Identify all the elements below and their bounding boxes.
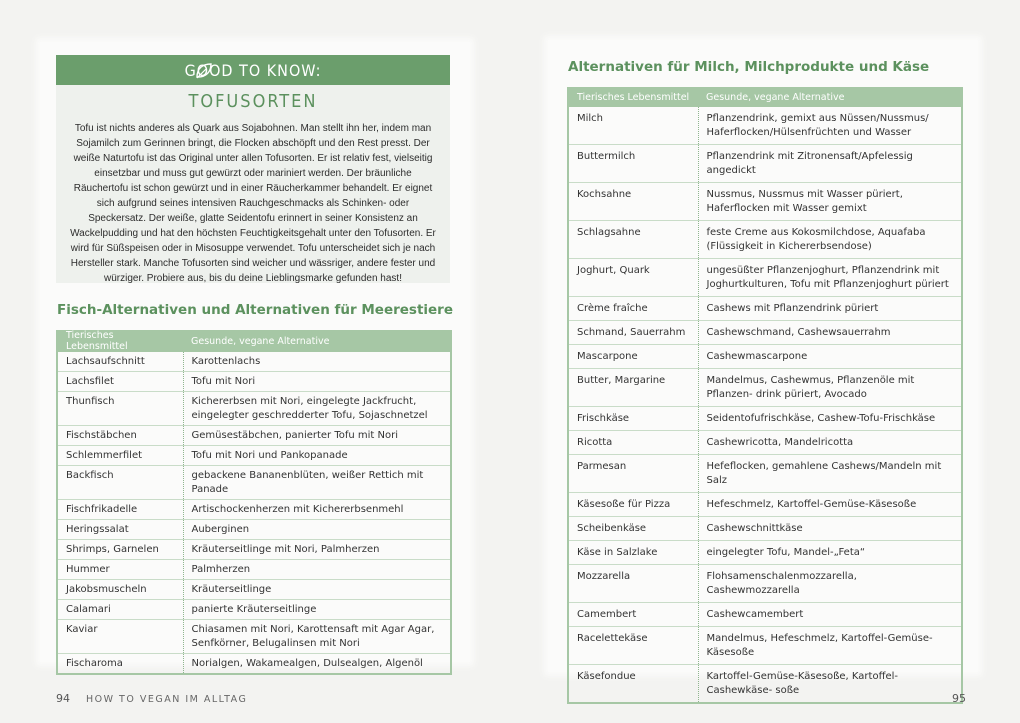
vegan-alternative-cell: Cashewschnittkäse bbox=[698, 517, 962, 541]
animal-product-cell: Shrimps, Garnelen bbox=[57, 540, 183, 560]
animal-product-cell: Scheibenkäse bbox=[568, 517, 698, 541]
vegan-alternative-cell: Hefeflocken, gemahlene Cashews/Mandeln mit Salz bbox=[698, 455, 962, 493]
table-header-row bbox=[57, 330, 451, 352]
animal-product-cell: Racelettekäse bbox=[568, 627, 698, 665]
vegan-alternative-cell: Cashewmascarpone bbox=[698, 345, 962, 369]
vegan-alternative-cell: Flohsamenschalenmozzarella, Cashewmozzarella bbox=[698, 565, 962, 603]
animal-product-cell: Lachsfilet bbox=[57, 372, 183, 392]
animal-product-cell: Parmesan bbox=[568, 455, 698, 493]
vegan-alternative-cell: Kartoffel-Gemüse-Käsesoße, Kartoffel-Cashewkäse- soße bbox=[698, 665, 962, 704]
table-row bbox=[57, 372, 451, 392]
vegan-alternative-cell: Mandelmus, Hefeschmelz, Kartoffel-Gemüse- Käsesoße bbox=[698, 627, 962, 665]
table-row bbox=[57, 466, 451, 500]
table-row bbox=[568, 259, 962, 297]
table-row bbox=[57, 520, 451, 540]
dairy-alternatives-table bbox=[567, 87, 963, 704]
vegan-alternative-cell: Mandelmus, Cashewmus, Pflanzenöle mit Pflanzen- drink püriert, Avocado bbox=[698, 369, 962, 407]
vegan-alternative-cell: Cashewricotta, Mandelricotta bbox=[698, 431, 962, 455]
column-header: Gesunde, vegane Alternative bbox=[698, 87, 962, 107]
table-row bbox=[568, 221, 962, 259]
table-row bbox=[568, 407, 962, 431]
vegan-alternative-cell: Hefeschmelz, Kartoffel-Gemüse-Käsesoße bbox=[698, 493, 962, 517]
good-to-know-box bbox=[56, 55, 450, 283]
info-box-text: Tofu ist nichts anderes als Quark aus Sojabohnen. Man stellt ihn her, indem man Sojamilch zum Gerinnen bringt, die Flocken abschöpft und den Rest presst. Der weiße Naturtofu ist das Original unter allen Tofusorten. Er ist relativ fest, vielseitig einsetzbar und muss gut gewürzt oder mariniert werden. Der bräunliche Räuchertofu ist schon gewürzt und in einer Räucherkammer behandelt. Er eignet sich aufgrund seines intensiven Rauchgeschmacks als Schinken- oder Speckersatz. Der weiße, glatte Seidentofu erinnert in seiner Konsistenz an Wackelpudding und hat den höchsten Feuchtigkeitsgehalt unter den Tofusorten. Er wird für Süßspeisen oder in Misosuppe verwendet. Tofu unterscheidet sich je nach Hersteller stark. Manche Tofusorten sind weicher und wässriger, andere fester und würziger. Probiere aus, bis du deine Lieblingsmarke gefunden hast! bbox=[70, 123, 436, 284]
table-row bbox=[57, 446, 451, 466]
vegan-alternative-cell: Gemüsestäbchen, panierter Tofu mit Nori bbox=[183, 426, 451, 446]
vegan-alternative-cell: Auberginen bbox=[183, 520, 451, 540]
vegan-alternative-cell: Tofu mit Nori und Pankopanade bbox=[183, 446, 451, 466]
table-row bbox=[568, 431, 962, 455]
animal-product-cell: Schlemmerfilet bbox=[57, 446, 183, 466]
fish-section-title: Fisch-Alternativen und Alternativen für Meerestiere bbox=[57, 302, 453, 318]
table-row bbox=[57, 540, 451, 560]
table-row bbox=[57, 500, 451, 520]
animal-product-cell: Jakobsmuscheln bbox=[57, 580, 183, 600]
vegan-alternative-cell: Kichererbsen mit Nori, eingelegte Jackfrucht, eingelegter geschredderter Tofu, Sojaschnetzel bbox=[183, 392, 451, 426]
vegan-alternative-cell: Artischockenherzen mit Kichererbsenmehl bbox=[183, 500, 451, 520]
animal-product-cell: Schmand, Sauerrahm bbox=[568, 321, 698, 345]
table-row bbox=[568, 145, 962, 183]
vegan-alternative-cell: feste Creme aus Kokosmilchdose, Aquafaba (Flüssigkeit in Kichererbsendose) bbox=[698, 221, 962, 259]
animal-product-cell: Schlagsahne bbox=[568, 221, 698, 259]
table-row bbox=[568, 493, 962, 517]
animal-product-cell: Mozzarella bbox=[568, 565, 698, 603]
vegan-alternative-cell: Tofu mit Nori bbox=[183, 372, 451, 392]
animal-product-cell: Fischaroma bbox=[57, 654, 183, 675]
table-row bbox=[568, 603, 962, 627]
vegan-alternative-cell: panierte Kräuterseitlinge bbox=[183, 600, 451, 620]
table-row bbox=[57, 654, 451, 675]
table-row bbox=[57, 600, 451, 620]
vegan-alternative-cell: Cashewschmand, Cashewsauerrahm bbox=[698, 321, 962, 345]
table-row bbox=[57, 560, 451, 580]
vegan-alternative-cell: Pflanzendrink mit Zitronensaft/Apfelessig angedickt bbox=[698, 145, 962, 183]
table-row bbox=[568, 321, 962, 345]
animal-product-cell: Käsesoße für Pizza bbox=[568, 493, 698, 517]
animal-product-cell: Backfisch bbox=[57, 466, 183, 500]
page-number-right: 95 bbox=[952, 692, 966, 705]
animal-product-cell: Lachsaufschnitt bbox=[57, 352, 183, 372]
table-row bbox=[568, 517, 962, 541]
running-head: HOW TO VEGAN IM ALLTAG bbox=[86, 694, 248, 705]
animal-product-cell: Joghurt, Quark bbox=[568, 259, 698, 297]
table-row bbox=[57, 426, 451, 446]
table-row bbox=[57, 620, 451, 654]
animal-product-cell: Hummer bbox=[57, 560, 183, 580]
animal-product-cell: Mascarpone bbox=[568, 345, 698, 369]
table-row bbox=[568, 541, 962, 565]
table-row bbox=[57, 580, 451, 600]
animal-product-cell: Kaviar bbox=[57, 620, 183, 654]
dairy-section-title: Alternativen für Milch, Milchprodukte und Käse bbox=[568, 59, 930, 75]
animal-product-cell: Buttermilch bbox=[568, 145, 698, 183]
table-row bbox=[568, 107, 962, 145]
animal-product-cell: Milch bbox=[568, 107, 698, 145]
column-header: Gesunde, vegane Alternative bbox=[183, 330, 451, 352]
animal-product-cell: Camembert bbox=[568, 603, 698, 627]
table-row bbox=[568, 369, 962, 407]
vegan-alternative-cell: Karottenlachs bbox=[183, 352, 451, 372]
animal-product-cell: Fischstäbchen bbox=[57, 426, 183, 446]
vegan-alternative-cell: Seidentofufrischkäse, Cashew-Tofu-Frischkäse bbox=[698, 407, 962, 431]
vegan-alternative-cell: ungesüßter Pflanzenjoghurt, Pflanzendrink mit Joghurtkulturen, Tofu mit Pflanzenjoghurt püriert bbox=[698, 259, 962, 297]
table-header-row bbox=[568, 87, 962, 107]
vegan-alternative-cell: Nussmus, Nussmus mit Wasser püriert, Haferflocken mit Wasser gemixt bbox=[698, 183, 962, 221]
animal-product-cell: Käsefondue bbox=[568, 665, 698, 704]
animal-product-cell: Crème fraîche bbox=[568, 297, 698, 321]
vegan-alternative-cell: Chiasamen mit Nori, Karottensaft mit Agar Agar, Senfkörner, Belugalinsen mit Nori bbox=[183, 620, 451, 654]
vegan-alternative-cell: gebackene Bananenblüten, weißer Rettich mit Panade bbox=[183, 466, 451, 500]
table-row bbox=[568, 565, 962, 603]
table-row bbox=[57, 392, 451, 426]
animal-product-cell: Käse in Salzlake bbox=[568, 541, 698, 565]
column-header: Tierisches Lebensmittel bbox=[57, 330, 183, 352]
info-box-subtitle: TOFUSORTEN bbox=[188, 91, 318, 112]
animal-product-cell: Fischfrikadelle bbox=[57, 500, 183, 520]
table-row bbox=[57, 352, 451, 372]
vegan-alternative-cell: Kräuterseitlinge mit Nori, Palmherzen bbox=[183, 540, 451, 560]
animal-product-cell: Kochsahne bbox=[568, 183, 698, 221]
animal-product-cell: Frischkäse bbox=[568, 407, 698, 431]
vegan-alternative-cell: Norialgen, Wakamealgen, Dulsealgen, Algenöl bbox=[183, 654, 451, 675]
table-row bbox=[568, 627, 962, 665]
fish-alternatives-table bbox=[56, 330, 452, 675]
column-header: Tierisches Lebensmittel bbox=[568, 87, 698, 107]
animal-product-cell: Ricotta bbox=[568, 431, 698, 455]
vegan-alternative-cell: Kräuterseitlinge bbox=[183, 580, 451, 600]
info-box-title: GOOD TO KNOW: bbox=[184, 61, 322, 80]
table-row bbox=[568, 665, 962, 704]
animal-product-cell: Calamari bbox=[57, 600, 183, 620]
vegan-alternative-cell: eingelegter Tofu, Mandel-„Feta“ bbox=[698, 541, 962, 565]
vegan-alternative-cell: Pflanzendrink, gemixt aus Nüssen/Nussmus/ Haferflocken/Hülsenfrüchten und Wasser bbox=[698, 107, 962, 145]
vegan-alternative-cell: Palmherzen bbox=[183, 560, 451, 580]
animal-product-cell: Thunfisch bbox=[57, 392, 183, 426]
animal-product-cell: Heringssalat bbox=[57, 520, 183, 540]
table-row bbox=[568, 183, 962, 221]
table-row bbox=[568, 455, 962, 493]
vegan-alternative-cell: Cashewcamembert bbox=[698, 603, 962, 627]
table-row bbox=[568, 297, 962, 321]
table-row bbox=[568, 345, 962, 369]
vegan-alternative-cell: Cashews mit Pflanzendrink püriert bbox=[698, 297, 962, 321]
page-number-left: 94 bbox=[56, 692, 70, 705]
animal-product-cell: Butter, Margarine bbox=[568, 369, 698, 407]
